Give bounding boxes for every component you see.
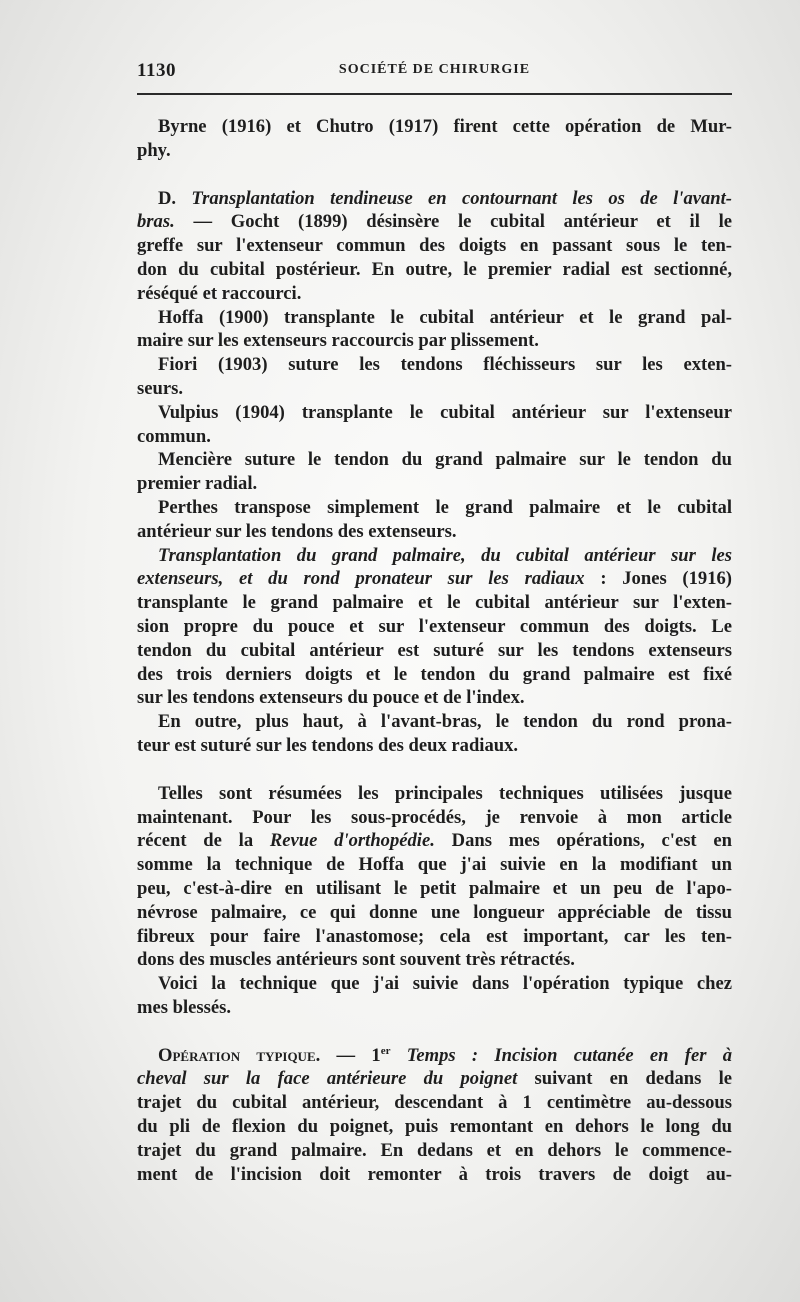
text-line: Voici la technique que j'ai suivie dans l'opération typique chez [158, 973, 732, 995]
text-line: teur est suturé sur les tendons des deux radiaux. [137, 734, 519, 756]
subsection-heading: Transplantation du grand palmaire, du cubital antérieur sur les [158, 544, 732, 566]
text-line: mes blessés. [137, 996, 231, 1018]
paragraph-perthes [137, 496, 732, 544]
text-line [137, 829, 732, 853]
text-line: Byrne (1916) et Chutro (1917) firent cette opération de Mur- [158, 116, 732, 137]
text-line: maintenant. Pour les sous-procédés, je renvoie à mon article [137, 806, 732, 828]
text-line: Hoffa (1900) transplante le cubital antérieur et le grand pal- [158, 306, 732, 328]
paragraph-gap [137, 758, 732, 782]
text-line: seurs. [137, 377, 183, 399]
text-line: somme la technique de Hoffa que j'ai suivie en la modifiant un [137, 854, 732, 876]
step-heading: Temps : Incision cutanée en fer à [390, 1044, 732, 1066]
paragraph-summary [137, 782, 732, 972]
paragraph-operation-typique [137, 1044, 732, 1187]
paragraph-hoffa [137, 306, 732, 354]
paragraph-gap [137, 1020, 732, 1044]
text-line: réséqué et raccourci. [137, 282, 302, 304]
paragraph-fiori [137, 353, 732, 401]
subsection-heading-end: extenseurs, et du rond pronateur sur les radiaux [137, 568, 585, 590]
text-line: du pli de flexion du poignet, puis remontant en dehors le long du [137, 1116, 732, 1138]
text-line: premier radial. [137, 473, 258, 495]
text-line: névrose palmaire, ce qui donne une longueur appréciable de tissu [137, 901, 732, 923]
operation-heading: Opération typique. [158, 1044, 321, 1066]
text-line: maire sur les extenseurs raccourcis par plissement. [137, 330, 539, 352]
text-line [137, 187, 732, 211]
running-head [137, 54, 732, 84]
text-line [137, 1067, 732, 1091]
page-number: 1130 [137, 60, 176, 81]
text-line: trajet du grand palmaire. En dedans et en dehors le commence- [137, 1139, 732, 1161]
ordinal-superscript: er [380, 1044, 391, 1057]
paragraph-technique-intro [137, 972, 732, 1020]
running-title: SOCIÉTÉ DE CHIRURGIE [338, 62, 531, 77]
text-line: des trois derniers doigts et le tendon du grand palmaire est fixé [137, 663, 732, 685]
journal-title: Revue d'orthopédie. [269, 830, 435, 852]
text-line: tendon du cubital antérieur est suturé sur les tendons extenseurs [137, 639, 732, 661]
paragraph-byrne-chutro [137, 115, 732, 163]
text-run: Dans mes opérations, c'est en [434, 830, 732, 852]
text-line [137, 210, 732, 234]
text-line: Perthes transpose simplement le grand palmaire et le cubital [158, 496, 732, 518]
text-line: greffe sur l'extenseur commun des doigts en passant sous le ten- [137, 235, 732, 257]
book-page [137, 54, 732, 1186]
text-line: En outre, plus haut, à l'avant-bras, le tendon du rond prona- [158, 711, 732, 733]
text-run: : Jones (1916) [584, 568, 733, 590]
step-heading-end: cheval sur la face antérieure du poignet [137, 1068, 518, 1090]
section-heading: Transplantation tendineuse en contournant les os de l'avant- [191, 187, 732, 209]
header-rule [137, 93, 732, 95]
text-line: transplante le grand palmaire et le cubital antérieur sur l'exten- [137, 592, 732, 614]
text-line: antérieur sur les tendons des extenseurs. [137, 520, 457, 542]
text-line: commun. [137, 425, 211, 447]
text-line: ment de l'incision doit remonter à trois travers de doigt au- [137, 1163, 732, 1185]
text-line: Fiori (1903) suture les tendons fléchisseurs sur les exten- [158, 354, 732, 376]
text-line: peu, c'est-à-dire en utilisant le petit palmaire et un peu de l'apo- [137, 877, 732, 899]
paragraph-pronator [137, 710, 732, 758]
text-line: phy. [137, 139, 171, 161]
text-line: trajet du cubital antérieur, descendant à 1 centimètre au-dessous [137, 1092, 732, 1114]
text-line [137, 567, 732, 591]
text-line: Telles sont résumées les principales techniques utilisées jusque [158, 782, 732, 804]
text-line: sion propre du pouce et sur l'extenseur commun des doigts. Le [137, 615, 732, 637]
text-line: dons des muscles antérieurs sont souvent très rétractés. [137, 949, 575, 971]
text-line [137, 1044, 732, 1068]
section-letter: D. [158, 187, 192, 209]
section-heading-end: bras. [137, 211, 175, 233]
paragraph-jones [137, 544, 732, 711]
text-run: — Gocht (1899) désinsère le cubital antérieur et il le [174, 211, 732, 233]
text-run: — 1 [320, 1044, 381, 1066]
text-run: suivant en dedans le [517, 1068, 732, 1090]
body-text [137, 115, 732, 1186]
paragraph-gap [137, 163, 732, 187]
text-run: récent de la [137, 830, 270, 852]
paragraph-section-d [137, 187, 732, 306]
paragraph-menciere [137, 448, 732, 496]
text-line: Vulpius (1904) transplante le cubital antérieur sur l'extenseur [158, 401, 732, 423]
paragraph-vulpius [137, 401, 732, 449]
text-line: sur les tendons extenseurs du pouce et de l'index. [137, 687, 525, 709]
text-line: don du cubital postérieur. En outre, le premier radial est sectionné, [137, 258, 732, 280]
text-line: fibreux pour faire l'anastomose; cela est important, car les ten- [137, 925, 732, 947]
text-line: Mencière suture le tendon du grand palmaire sur le tendon du [158, 449, 732, 471]
